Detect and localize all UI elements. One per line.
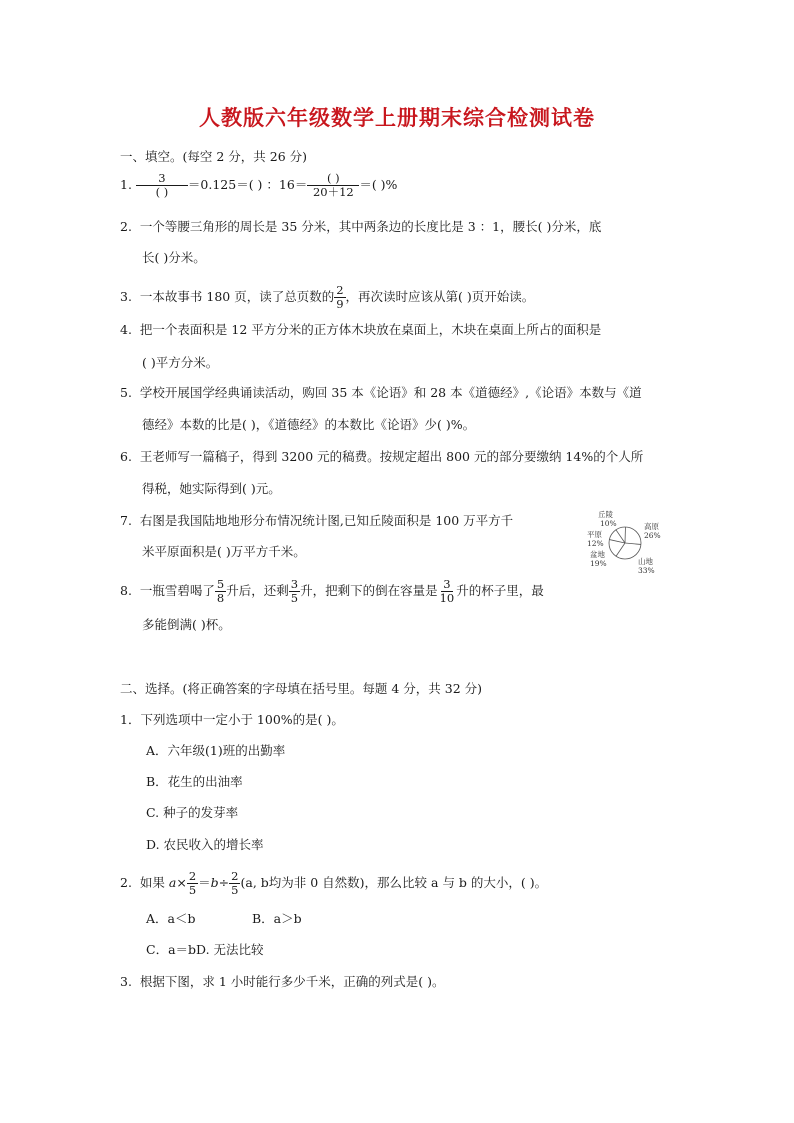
option-b: B．a＞b: [252, 911, 302, 926]
chart-label-mountain: 山地: [638, 557, 653, 566]
option-a: A．a＜b: [146, 911, 196, 926]
question-1-6-cont: 得税，她实际得到( )元。: [142, 481, 281, 496]
question-2-2: 2. 如果 a× $\frac{2}{5}$ ＝b÷ $\frac{2}{5}$ (a, b均为非 0 自然数)，那么比较 a 与 b 的大小，( )。: [120, 869, 548, 897]
question-2-3: 3. 根据下图，求 1 小时能行多少千米，正确的列式是( )。: [120, 974, 445, 989]
chart-label-hills: 丘陵: [598, 510, 613, 519]
section2-heading: 二、选择。(将正确答案的字母填在括号里。每题 4 分，共 32 分): [120, 681, 483, 696]
option-a: A．六年级(1)班的出勤率: [146, 743, 286, 758]
terrain-pie-chart: [578, 507, 674, 577]
fraction: $\frac{3}{10}$: [439, 577, 455, 605]
fraction: $\frac{2}{5}$: [188, 869, 197, 897]
option-c: C. 种子的发芽率: [146, 805, 239, 820]
fraction: $\frac{3}{5}$: [290, 577, 299, 605]
chart-percent-plain: 12%: [587, 539, 604, 548]
fraction: $\frac{3}{( )}$: [136, 172, 188, 199]
chart-percent-basin: 19%: [590, 559, 607, 568]
question-1-3: 3. 一本故事书 180 页，读了总页数的 $\frac{2}{9}$ ，再次读时应该从第( )页开始读。: [120, 283, 535, 311]
question-1-8: 8. 一瓶雪碧喝了 $\frac{5}{8}$ 升后，还剩 $\frac{3}{5}$ 升，把剩下的倒在容量是 $\frac{3}{10}$ 升的杯子里，最: [120, 577, 544, 605]
question-1-6: 6. 王老师写一篇稿子，得到 3200 元的稿费。按规定超出 800 元的部分要缴纳 14%的个人所: [120, 449, 644, 464]
option-c-d: C．a＝bD. 无法比较: [146, 942, 264, 957]
chart-label-basin: 盆地: [590, 550, 605, 559]
fraction: $\frac{5}{8}$: [216, 577, 225, 605]
question-1-7-cont: 米平原面积是( )万平方千米。: [142, 544, 306, 559]
question-1-2: 2. 一个等腰三角形的周长是 35 分米，其中两条边的长度比是 3 ：1，腰长( )分米，底: [120, 219, 602, 234]
chart-percent-plateau: 26%: [644, 531, 661, 540]
chart-percent-mountain: 33%: [638, 566, 655, 575]
question-1-7: 7. 右图是我国陆地地形分布情况统计图,已知丘陵面积是 100 万平方千: [120, 513, 514, 528]
chart-label-plateau: 高原: [644, 522, 659, 531]
page-title: 人教版六年级数学上册期末综合检测试卷: [199, 105, 595, 130]
fraction: $\frac{2}{9}$: [336, 283, 344, 311]
question-1-5-cont: 德经》本数的比是( )，《道德经》的本数比《论语》少( )%。: [142, 417, 476, 432]
option-d: D. 农民收入的增长率: [146, 837, 264, 852]
question-1-8-cont: 多能倒满( )杯。: [142, 617, 231, 632]
question-1-2-cont: 长( )分米。: [142, 250, 206, 265]
option-b: B．花生的出油率: [146, 774, 243, 789]
question-1-4: 4. 把一个表面积是 12 平方分米的正方体木块放在桌面上，木块在桌面上所占的面积是: [120, 322, 602, 337]
fraction: $\frac{2}{5}$: [231, 869, 239, 897]
chart-label-plain: 平原: [587, 530, 602, 539]
question-number: 1.: [120, 177, 132, 192]
chart-percent-hills: 10%: [600, 519, 617, 528]
question-1-4-cont: ( )平方分米。: [142, 355, 219, 370]
question-1-1: 1. $\frac{3}{( )}$ ＝0.125＝( ) ：16＝ $\frac{( )}{20+12}$ ＝( )%: [120, 171, 398, 199]
question-1-5: 5. 学校开展国学经典诵读活动，购回 35 本《论语》和 28 本《道德经》,《论语》本数与《道: [120, 385, 642, 400]
question-2-1: 1．下列选项中一定小于 100%的是( )。: [120, 712, 344, 727]
fraction: $\frac{( )}{20+12}$: [307, 172, 359, 199]
section1-heading: 一、填空。(每空 2 分，共 26 分): [120, 149, 308, 164]
